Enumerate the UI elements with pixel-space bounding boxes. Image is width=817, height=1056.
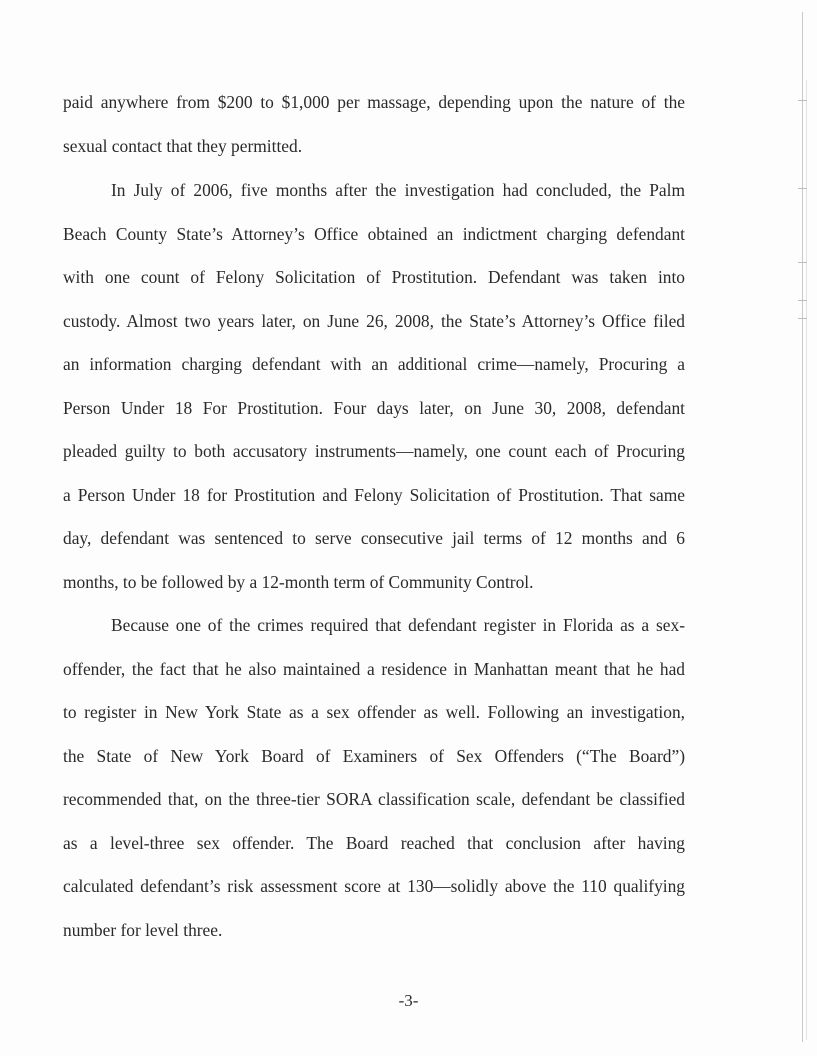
text-line: as a level-three sex offender. The Board reached that conclusion after having [63, 833, 685, 853]
text-line: recommended that, on the three-tier SORA classification scale, defendant be classified [63, 789, 685, 809]
text-line: the State of New York Board of Examiners of Sex Offenders (“The Board”) [63, 746, 685, 766]
text-line: number for level three. [63, 920, 223, 940]
page-number: -3- [398, 991, 419, 1010]
scan-margin-tick [798, 262, 807, 263]
text-line: Person Under 18 For Prostitution. Four days later, on June 30, 2008, defendant [63, 398, 685, 418]
scan-margin-tick [798, 318, 807, 319]
text-line: day, defendant was sentenced to serve consecutive jail terms of 12 months and 6 [63, 528, 685, 548]
scan-margin-tick [798, 300, 807, 301]
text-line: sexual contact that they permitted. [63, 136, 303, 156]
text-line: pleaded guilty to both accusatory instruments—namely, one count each of Procuring [63, 441, 685, 461]
text-line: a Person Under 18 for Prostitution and Felony Solicitation of Prostitution. That same [63, 485, 685, 505]
text-line: with one count of Felony Solicitation of Prostitution. Defendant was taken into [63, 267, 685, 287]
text-line: custody. Almost two years later, on June 26, 2008, the State’s Attorney’s Office filed [63, 311, 685, 331]
text-line: months, to be followed by a 12-month term of Community Control. [63, 572, 534, 592]
text-line: Because one of the crimes required that defendant register in Florida as a sex- [111, 615, 685, 635]
scan-margin-tick [798, 100, 807, 101]
scan-margin-line-secondary [806, 80, 807, 1040]
text-line: to register in New York State as a sex offender as well. Following an investigation, [63, 702, 685, 722]
text-line: an information charging defendant with an additional crime—namely, Procuring a [63, 354, 685, 374]
text-line: paid anywhere from $200 to $1,000 per massage, depending upon the nature of the [63, 92, 685, 112]
scan-margin-tick [798, 188, 807, 189]
text-line: Beach County State’s Attorney’s Office obtained an indictment charging defendant [63, 224, 685, 244]
scan-margin-line [802, 12, 803, 1042]
text-line: offender, the fact that he also maintained a residence in Manhattan meant that he had [63, 659, 685, 679]
text-line: calculated defendant’s risk assessment score at 130—solidly above the 110 qualifying [63, 876, 685, 896]
text-line: In July of 2006, five months after the investigation had concluded, the Palm [111, 180, 685, 200]
